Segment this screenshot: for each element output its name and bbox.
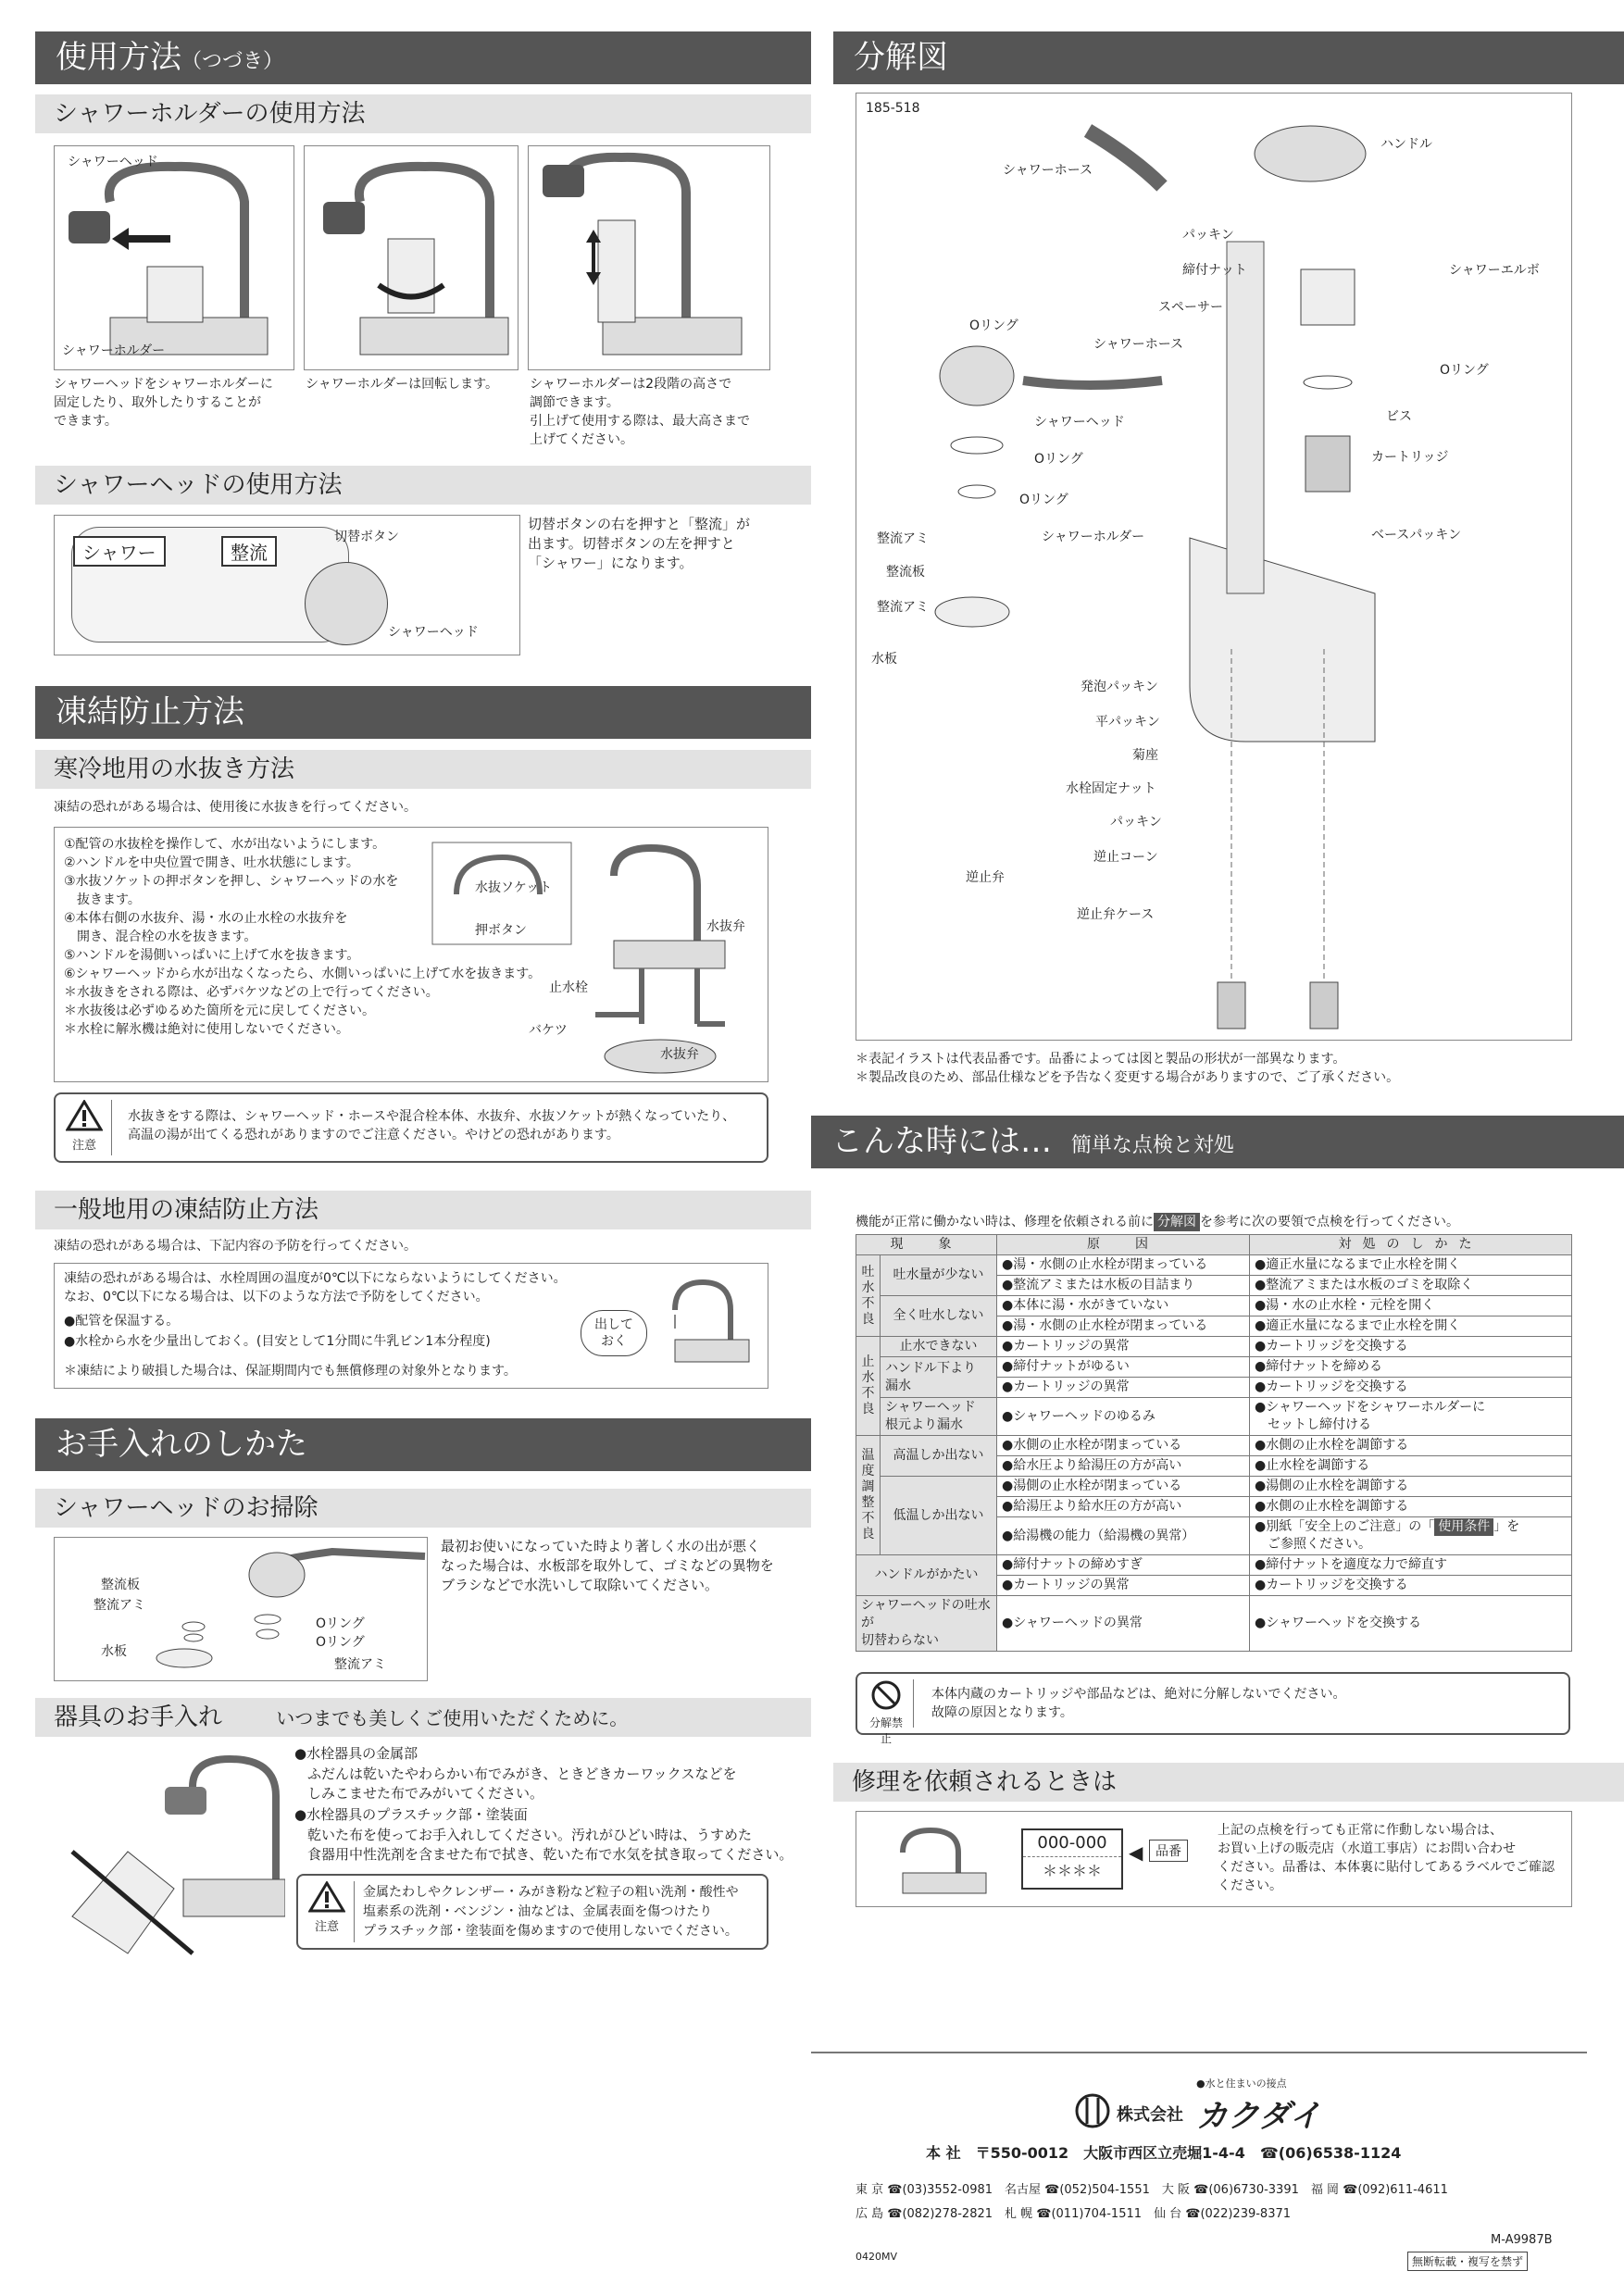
prohibit-label: 分解禁止 (868, 1716, 903, 1745)
prohibit-box (856, 1672, 1570, 1745)
part-holder: シャワーホルダー (1042, 530, 1145, 544)
holder-illustration-1 (54, 145, 294, 370)
label-shower-head-2: シャワーヘッド (388, 625, 479, 640)
part-oring-a: Oリング (969, 318, 1018, 333)
warning-text: 水抜きをする際は、シャワーヘッド・ホースや混合栓本体、水抜弁、水抜ソケットが熱くなっていたり、 高温の湯が出てくる恐れがありますのでご注意ください。やけどの恐れがあります。 (128, 1109, 736, 1142)
general-bullet-2: ●水栓から水を少量出しておく。(目安として1分間に牛乳ビン1本分程度) (64, 1334, 491, 1349)
faucet-rotate-illustration (305, 146, 518, 369)
shower-mode-label: シャワー (73, 536, 166, 567)
label-shower-holder: シャワーホルダー (62, 343, 166, 358)
diagram-note-1: ＊表記イラストは代表品番です。品番によっては図と製品の形状が一部異なります。 (856, 1052, 1346, 1067)
general-region-box (54, 1263, 768, 1389)
freeze-header: 凍結防止方法 (35, 686, 811, 739)
shower-head-desc: 切替ボタンの右を押すと「整流」が 出ます。切替ボタンの左を押すと 「シャワー」になります。 (528, 516, 751, 571)
general-bullet-1: ●配管を保温する。 (64, 1314, 180, 1329)
part-kikuza: 菊座 (1132, 748, 1158, 763)
company-tagline: ●水と住まいの接点 (1196, 2078, 1287, 2090)
part-oring-c: Oリング (1034, 452, 1083, 467)
shower-head-illustration (54, 515, 520, 655)
shower-holder-title: シャワーホルダーの使用方法 (35, 94, 811, 133)
table-row: ●カートリッジの異常 ●カートリッジを交換する (856, 1378, 1572, 1398)
part-handle: ハンドル (1380, 137, 1432, 152)
th-remedy: 対処のしかた (1250, 1235, 1572, 1255)
table-row: 全く吐水しない ●本体に湯・水がきていない ●湯・水の止水栓・元栓を開く (856, 1296, 1572, 1316)
table-row: 低温しか出ない ●湯側の止水栓が閉まっている ●湯側の止水栓を調節する (856, 1477, 1572, 1497)
exploded-header: 分解図 (833, 31, 1624, 84)
table-row: ●給湯機の能力（給湯機の異常） ●別紙「安全上のご注意」の「 使用条件 」を ご参照ください。 (856, 1517, 1572, 1555)
repair-box (856, 1811, 1572, 1907)
label-oring-1: Oリング (316, 1616, 365, 1631)
faucet-height-illustration (529, 146, 769, 369)
label-drain-valve-2: 水抜弁 (660, 1047, 699, 1062)
general-text: 凍結の恐れがある場合は、水栓周囲の温度が0℃以下にならないようにしてください。 なお、0℃以下になる場合は、以下のような方法で予防をしてください。 (64, 1271, 567, 1304)
part-foam-packing: 発泡パッキン (1081, 680, 1158, 694)
speech-bubble: 出して おく (581, 1310, 647, 1356)
switch-button-detail (305, 562, 388, 645)
holder-caption-3: シャワーホルダーは2段階の高さで 調節できます。 引上げて使用する際は、最大高さまで 上げてください。 (530, 377, 750, 447)
repair-title: 修理を依頼されるときは (833, 1763, 1624, 1802)
holder-caption-1: シャワーヘッドをシャワーホルダーに 固定したり、取外したりすることが できます。 (54, 377, 273, 429)
fixture-care-title: 器具のお手入れ いつまでも美しくご使用いただくために。 (35, 1698, 811, 1737)
company-prefix: 株式会社 (1117, 2105, 1183, 2125)
warning-icon (63, 1100, 106, 1153)
no-disassembly-icon (865, 1679, 907, 1746)
part-packing: パッキン (1182, 228, 1234, 243)
product-label (1021, 1828, 1123, 1890)
faucet-label-illustration (884, 1825, 1005, 1899)
table-row: ハンドルがかたい ●締付ナットの締めすぎ ●締付ナットを適度な力で締直す (856, 1555, 1572, 1576)
label-shower-head: シャワーヘッド (68, 155, 158, 169)
table-row: ●整流アミまたは水板の目詰まり ●整流アミまたは水板のゴミを取除く (856, 1276, 1572, 1296)
model-number: 185-518 (866, 101, 920, 116)
head-clean-title: シャワーヘッドのお掃除 (35, 1489, 811, 1528)
plastic-heading: ●水栓器具のプラスチック部・塗装面 (294, 1806, 528, 1823)
company-name: カクダイ (1196, 2098, 1321, 2135)
plastic-text: 乾いた布を使ってお手入れしてください。汚れがひどい時は、うすめた 食器用中性洗剤を含ませた布で拭き、乾いた布で水気を拭き取ってください。 (307, 1827, 793, 1863)
trouble-table (856, 1234, 1572, 1652)
part-flat-packing: 平パッキン (1095, 715, 1160, 730)
part-cartridge: カートリッジ (1371, 450, 1449, 465)
table-row: 温 度 調 整 不 良 高温しか出ない ●水側の止水栓が閉まっている ●水側の止水栓を調節する (856, 1436, 1572, 1456)
part-plate: 整流板 (886, 565, 925, 580)
table-row: 吐 水 不 良 吐水量が少ない ●湯・水側の止水栓が閉まっている ●適正水量になるまで止水栓を開く (856, 1255, 1572, 1276)
shower-head-title: シャワーヘッドの使用方法 (35, 466, 811, 505)
fixture-care-warning (296, 1874, 768, 1950)
table-row: 止 水 不 良 止水できない ●カートリッジの異常 ●カートリッジを交換する (856, 1337, 1572, 1357)
general-note: ＊凍結により破損した場合は、保証期間内でも無償修理の対象外となります。 (64, 1364, 517, 1379)
arrow-left-icon: ◀ (1129, 1841, 1143, 1864)
table-row: ●カートリッジの異常 ●カートリッジを交換する (856, 1576, 1572, 1596)
part-base-packing: ベースパッキン (1371, 528, 1462, 543)
cold-region-title: 寒冷地用の水抜き方法 (35, 750, 811, 789)
warning-label-2: 注意 (314, 1920, 339, 1934)
company-logo (1074, 2078, 1370, 2135)
table-row: シャワーヘッドの吐水が 切替わらない ●シャワーヘッドの異常 ●シャワーヘッドを交換する (856, 1596, 1572, 1652)
part-check-case: 逆止弁ケース (1077, 907, 1155, 922)
label-water-plate: 水板 (101, 1644, 127, 1659)
holder-illustration-2 (304, 145, 518, 370)
part-elbow: シャワーエルボ (1449, 263, 1540, 278)
head-clean-desc: 最初お使いになっていた時より著しく水の出が悪く なった場合は、水板部を取外して、ゴミなどの異物を ブラシなどで水洗いして取除いてください。 (441, 1538, 774, 1593)
print-code: 0420MV (856, 2251, 898, 2263)
label-stop-valve: 止水栓 (549, 980, 588, 995)
label-plate: 整流板 (101, 1578, 140, 1592)
product-stars: ＊＊＊＊ (1042, 1862, 1102, 1879)
part-packing-2: パッキン (1110, 815, 1162, 830)
part-water-plate: 水板 (871, 652, 897, 667)
warning-label: 注意 (71, 1139, 96, 1153)
diagram-note-2: ＊製品改良のため、部品仕様などを予告なく変更する場合がありますので、ご了承ください。 (856, 1070, 1400, 1085)
exploded-diagram (856, 93, 1572, 1041)
holder-illustration-3 (528, 145, 770, 370)
trouble-intro: 機能が正常に働かない時は、修理を依頼される前に 分解図 を参考に次の要領で点検を行ってください。 (856, 1215, 1459, 1229)
metal-heading: ●水栓器具の金属部 (294, 1745, 418, 1762)
kakudai-logo-icon (1074, 2092, 1111, 2129)
table-row: ●給湯圧より給水圧の方が高い ●水側の止水栓を調節する (856, 1497, 1572, 1517)
part-oring-d: Oリング (1019, 493, 1068, 507)
cold-region-warning (54, 1092, 768, 1163)
label-bucket: バケツ (529, 1023, 568, 1038)
warning-text-2: 金属たわしやクレンザー・みがき粉など粒子の粗い洗剤・酸性や 塩素系の洗剤・ベンジン・油などは、金属表面を傷つけたり プラスチック部・塗装面を傷めますので使用しないでください。 (363, 1885, 739, 1939)
th-phenomenon: 現 象 (856, 1235, 997, 1255)
label-drain-valve: 水抜弁 (706, 919, 745, 934)
head-office: 本 社 〒550-0012 大阪市西区立売堀1-4-4 ☎(06)6538-1124 (926, 2144, 1402, 2162)
drain-illustration (429, 839, 762, 1078)
offices-line-1: 東 京 ☎(03)3552-0981 名古屋 ☎(052)504-1551 大 阪 ☎(06)6730-3391 福 岡 ☎(092)611-4611 (856, 2183, 1448, 2197)
general-region-title: 一般地用の凍結防止方法 (35, 1191, 811, 1229)
trouble-header: こんな時には… 簡単な点検と対処 (811, 1116, 1624, 1168)
product-code: 000-000 (1023, 1830, 1121, 1857)
product-number-tag: 品番 (1149, 1840, 1188, 1862)
label-mesh: 整流アミ (94, 1598, 145, 1613)
warning-icon-2 (306, 1881, 348, 1934)
copyright-notice: 無断転載・複写を禁ず (1407, 2252, 1528, 2271)
seiryu-mode-label: 整流 (221, 536, 277, 567)
cold-region-steps: ①配管の水抜栓を操作して、水が出ないようにします。 ②ハンドルを中央位置で開き、吐水状態にします。 ③水抜ソケットの押ボタンを押し、シャワーヘッドの水を 抜きます。 ④本体右側の水抜弁、湯・水の止水栓の水抜弁を 開き、混合栓の水を抜きます。 ⑤ハンドルを湯側いっぱいに上げて水を抜きます。 ⑥シャワーヘッドから水が出なくなったら、水側いっぱいに上げて水を抜きます。 ＊水抜きをされる際は、必ずバケツなどの上で行ってください。 ＊水抜後は必ずゆるめた箇所を元に戻してください。 ＊水栓に解氷機は絶対に使用しないでください。 (64, 837, 542, 1037)
holder-caption-2: シャワーホルダーは回転します。 (306, 377, 499, 392)
table-row: ●給水圧より給湯圧の方が高い ●止水栓を調節する (856, 1456, 1572, 1477)
part-mesh-1: 整流アミ (877, 531, 929, 546)
cold-region-intro: 凍結の恐れがある場合は、使用後に水抜きを行ってください。 (54, 800, 417, 815)
care-header: お手入れのしかた (35, 1418, 811, 1471)
label-switch-button: 切替ボタン (334, 530, 399, 544)
general-region-intro: 凍結の恐れがある場合は、下記内容の予防を行ってください。 (54, 1239, 417, 1254)
label-mesh-2: 整流アミ (334, 1657, 386, 1672)
part-check-cone: 逆止コーン (1093, 850, 1158, 865)
table-row: ●湯・水側の止水栓が閉まっている ●適正水量になるまで止水栓を開く (856, 1316, 1572, 1337)
part-shower-hose-1: シャワーホース (1003, 163, 1093, 178)
document-code: M-A9987B (1491, 2233, 1553, 2247)
th-cause: 原 因 (997, 1235, 1250, 1255)
repair-text: 上記の点検を行っても正常に作動しない場合は、 お買い上げの販売店（水道工事店）にお問い合わせ ください。品番は、本体裏に貼付してあるラベルでご確認 ください。 (1218, 1823, 1555, 1893)
label-push-button: 押ボタン (475, 923, 527, 938)
metal-text: ふだんは乾いたやわらかい布でみがき、ときどきカーワックスなどを しみこませた布でみがいてください。 (307, 1766, 737, 1802)
table-header-row (856, 1235, 1572, 1255)
label-oring-2: Oリング (316, 1635, 365, 1650)
part-spacer: スペーサー (1158, 300, 1223, 315)
part-shower-head: シャワーヘッド (1034, 415, 1125, 430)
part-check-valve: 逆止弁 (966, 870, 1005, 885)
fixture-cleaning-illustration (54, 1750, 285, 1957)
part-mesh-2: 整流アミ (877, 600, 929, 615)
part-nut: 締付ナット (1182, 263, 1247, 278)
head-clean-illustration (54, 1537, 428, 1681)
part-oring-b: Oリング (1440, 363, 1489, 378)
offices-line-2: 広 島 ☎(082)278-2821 札 幌 ☎(011)704-1511 仙 台 ☎(022)239-8371 (856, 2207, 1292, 2221)
usage-header: 使用方法（つづき） (35, 31, 811, 84)
part-shower-hose-2: シャワーホース (1093, 337, 1184, 352)
faucet-drip-illustration (656, 1273, 758, 1375)
cold-region-box (54, 827, 768, 1082)
label-drain-socket: 水抜ソケット (475, 880, 553, 895)
faucet-illustration (55, 146, 294, 369)
table-row: ハンドル下より 漏水 ●締付ナットがゆるい ●締付ナットを締める (856, 1357, 1572, 1378)
part-screw: ビス (1386, 409, 1412, 424)
prohibit-text: 本体内蔵のカートリッジや部品などは、絶対に分解しないでください。 故障の原因となります。 (931, 1687, 1346, 1720)
table-row: シャワーヘッド 根元より漏水 ●シャワーヘッドのゆるみ ●シャワーヘッドをシャワーホルダーに セットし締付ける (856, 1398, 1572, 1436)
part-fix-nut: 水栓固定ナット (1066, 781, 1156, 796)
